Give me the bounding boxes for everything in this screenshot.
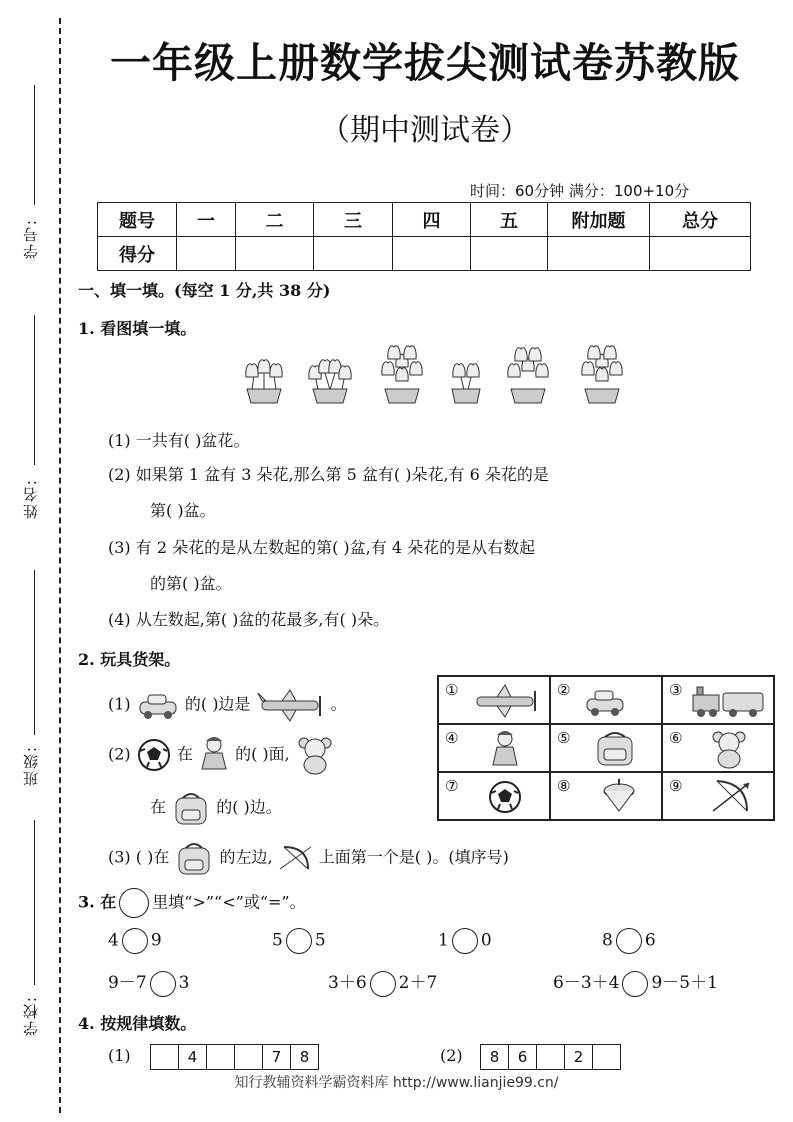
score-cell[interactable] (393, 237, 471, 271)
compare-circle[interactable] (616, 928, 642, 954)
shelf-cell-3 (662, 676, 774, 724)
name-line (34, 315, 35, 465)
shelf-number: ③ (669, 681, 683, 699)
sequence-cell[interactable]: 8 (299, 1048, 310, 1066)
score-cell[interactable] (650, 237, 751, 271)
score-table-score-row (98, 237, 751, 271)
q2-p1-text: 的( )边是 (184, 694, 251, 714)
q2-part3 (108, 840, 509, 876)
flower-pot-2 (309, 360, 351, 403)
q3-left: 4 (108, 930, 119, 951)
score-header-cell: 五 (471, 203, 548, 237)
q2-p1-label: (1) (108, 694, 131, 714)
sequence-cell[interactable]: 2 (565, 1045, 593, 1069)
q1-line-1: (1) 一共有( )盆花。 (108, 431, 250, 450)
dashed-cut-line (59, 18, 61, 1113)
q3-item (272, 928, 326, 954)
compare-circle[interactable] (370, 971, 396, 997)
q2-part2 (108, 735, 335, 775)
shelf-number: ⑤ (557, 729, 571, 747)
compare-circle[interactable] (150, 971, 176, 997)
q3-item (328, 968, 437, 997)
q3-item (108, 968, 189, 997)
q1-line-2: (2) 如果第 1 盆有 3 朵花,那么第 5 盆有( )朵花,有 6 朵花的是 (108, 465, 549, 484)
q4-sequence-2 (480, 1044, 621, 1070)
flower-pot-6 (582, 346, 622, 403)
q1-line-3: 第( )盆。 (150, 501, 216, 520)
q2-p2-text-a: 在 (176, 744, 193, 764)
shelf-cell-5 (550, 724, 662, 772)
q3-title-a: 3. 在 (78, 892, 117, 912)
q3-right: 9－5＋1 (651, 973, 718, 993)
compare-circle[interactable] (452, 928, 478, 954)
q3-left: 3＋6 (328, 973, 367, 993)
q3-right: 3 (178, 973, 190, 993)
q3-title (78, 888, 306, 918)
section-1-title: 一、填一填。(每空 1 分,共 38 分) (78, 281, 331, 300)
shelf-number: ② (557, 681, 571, 699)
q3-right: 9 (150, 930, 162, 951)
backpack-icon (171, 790, 211, 826)
q3-item (108, 928, 162, 954)
score-table-header-row (98, 203, 751, 237)
score-header-cell: 题号 (98, 203, 177, 237)
sequence-cell[interactable]: 7 (263, 1045, 291, 1069)
bow-arrow-icon (707, 777, 757, 815)
score-header-cell: 二 (236, 203, 314, 237)
q2-title: 2. 玩具货架。 (78, 650, 181, 669)
shelf-cell-4 (438, 724, 550, 772)
q3-title-b: 里填“>”“<”或“=”。 (152, 892, 306, 912)
flower-pot-3 (382, 346, 422, 403)
backpack-icon (174, 840, 214, 876)
shelf-cell-7 (438, 772, 550, 820)
score-header-cell: 总分 (650, 203, 751, 237)
shelf-number: ⑨ (669, 777, 683, 795)
school-label: 学校: (22, 995, 40, 1037)
spinning-top-icon (601, 777, 637, 815)
airplane-icon (256, 688, 326, 722)
compare-circle-icon (119, 888, 149, 918)
q4-p1-label: (1) (108, 1046, 131, 1065)
q3-item (438, 928, 492, 954)
q4-sequence-1 (150, 1044, 319, 1070)
toy-shelf-grid (437, 675, 775, 821)
toy-car-icon (583, 685, 627, 719)
score-header-cell: 附加题 (548, 203, 650, 237)
q1-title: 1. 看图填一填。 (78, 319, 197, 338)
q3-right: 0 (480, 930, 492, 951)
q3-item (602, 928, 656, 954)
q4-title: 4. 按规律填数。 (78, 1014, 197, 1033)
score-cell[interactable] (236, 237, 314, 271)
shelf-number: ⑦ (445, 777, 459, 795)
shelf-cell-1 (438, 676, 550, 724)
shelf-cell-9 (662, 772, 774, 820)
q2-part1 (108, 688, 347, 722)
score-header-cell: 一 (177, 203, 236, 237)
q2-p3-text-a: (3) ( )在 (108, 847, 170, 867)
student-id-line (34, 85, 35, 205)
doll-icon (489, 729, 521, 769)
sequence-cell[interactable]: 4 (179, 1045, 207, 1069)
q3-right: 5 (314, 930, 326, 951)
q1-line-4: (3) 有 2 朵花的是从左数起的第( )盆,有 4 朵花的是从右数起 (108, 538, 536, 557)
toy-car-icon (136, 690, 180, 720)
q1-line-6: (4) 从左数起,第( )盆的花最多,有( )朵。 (108, 610, 390, 629)
q3-left: 5 (272, 930, 283, 951)
flower-pot-4 (452, 364, 480, 403)
score-cell[interactable] (471, 237, 548, 271)
shelf-number: ⑥ (669, 729, 683, 747)
q2-p1-end: 。 (330, 694, 347, 714)
sequence-cell[interactable] (235, 1045, 263, 1069)
q3-left: 6－3＋4 (553, 973, 620, 993)
q2-p2-text-c: 在 (150, 797, 167, 817)
q3-right: 2＋7 (398, 973, 438, 993)
q2-p2-text-b: 的( )面, (235, 744, 290, 764)
page-title: 一年级上册数学拔尖测试卷苏教版 (110, 39, 740, 87)
score-cell[interactable] (548, 237, 650, 271)
score-cell[interactable] (177, 237, 236, 271)
flower-pot-5 (508, 348, 548, 403)
footer-watermark: 知行教辅资料学霸资料库 http://www.lianjie99.cn/ (234, 1075, 559, 1091)
class-label: 班级: (22, 745, 40, 787)
school-line (34, 820, 35, 985)
flower-pot-1 (246, 360, 282, 403)
q3-left: 9－7 (108, 973, 147, 993)
sequence-cell[interactable] (207, 1045, 235, 1069)
page-subtitle: （期中测试卷） (320, 113, 530, 148)
sequence-cell[interactable]: 6 (509, 1045, 537, 1069)
q2-p3-text-c: 上面第一个是( )。(填序号) (318, 847, 509, 867)
q2-part2-cont (150, 790, 282, 826)
teddy-bear-icon (295, 735, 335, 775)
score-table (97, 202, 751, 271)
teddy-bear-icon (709, 729, 749, 769)
shelf-number: ⑧ (557, 777, 571, 795)
score-header-cell: 三 (314, 203, 393, 237)
score-cell[interactable] (314, 237, 393, 271)
q3-right: 6 (644, 930, 656, 951)
compare-circle[interactable] (286, 928, 312, 954)
shelf-number: ④ (445, 729, 459, 747)
flower-pots-illustration (230, 345, 650, 407)
compare-circle[interactable] (622, 971, 648, 997)
doll-icon (198, 735, 230, 775)
q2-p2-label: (2) (108, 744, 131, 764)
shelf-cell-6 (662, 724, 774, 772)
q4-p2-label: (2) (440, 1046, 463, 1065)
bow-arrow-icon (278, 843, 314, 873)
q1-line-5: 的第( )盆。 (150, 574, 232, 593)
name-label: 姓名: (22, 478, 40, 520)
sequence-cell[interactable] (151, 1045, 179, 1069)
toy-train-icon (691, 683, 767, 719)
time-info: 时间：60分钟 满分：100+10分 (470, 182, 690, 200)
q2-p2-text-d: 的( )边。 (216, 797, 282, 817)
compare-circle[interactable] (122, 928, 148, 954)
binding-strip (0, 0, 70, 1122)
q2-p3-text-b: 的左边, (219, 847, 273, 867)
shelf-cell-2 (550, 676, 662, 724)
shelf-number: ① (445, 681, 459, 699)
airplane-icon (471, 683, 541, 719)
q3-item (553, 968, 718, 997)
sequence-cell[interactable]: 8 (481, 1045, 509, 1069)
shelf-cell-8 (550, 772, 662, 820)
score-header-cell: 四 (393, 203, 471, 237)
q3-left: 1 (438, 930, 449, 951)
backpack-icon (593, 729, 637, 767)
student-id-label: 学号: (22, 218, 40, 260)
soccer-ball-icon (136, 737, 172, 773)
soccer-ball-icon (487, 779, 523, 815)
sequence-cell[interactable] (537, 1045, 565, 1069)
score-row-label: 得分 (98, 237, 177, 271)
class-line (34, 570, 35, 735)
q3-left: 8 (602, 930, 613, 951)
sequence-cell[interactable] (593, 1045, 620, 1069)
